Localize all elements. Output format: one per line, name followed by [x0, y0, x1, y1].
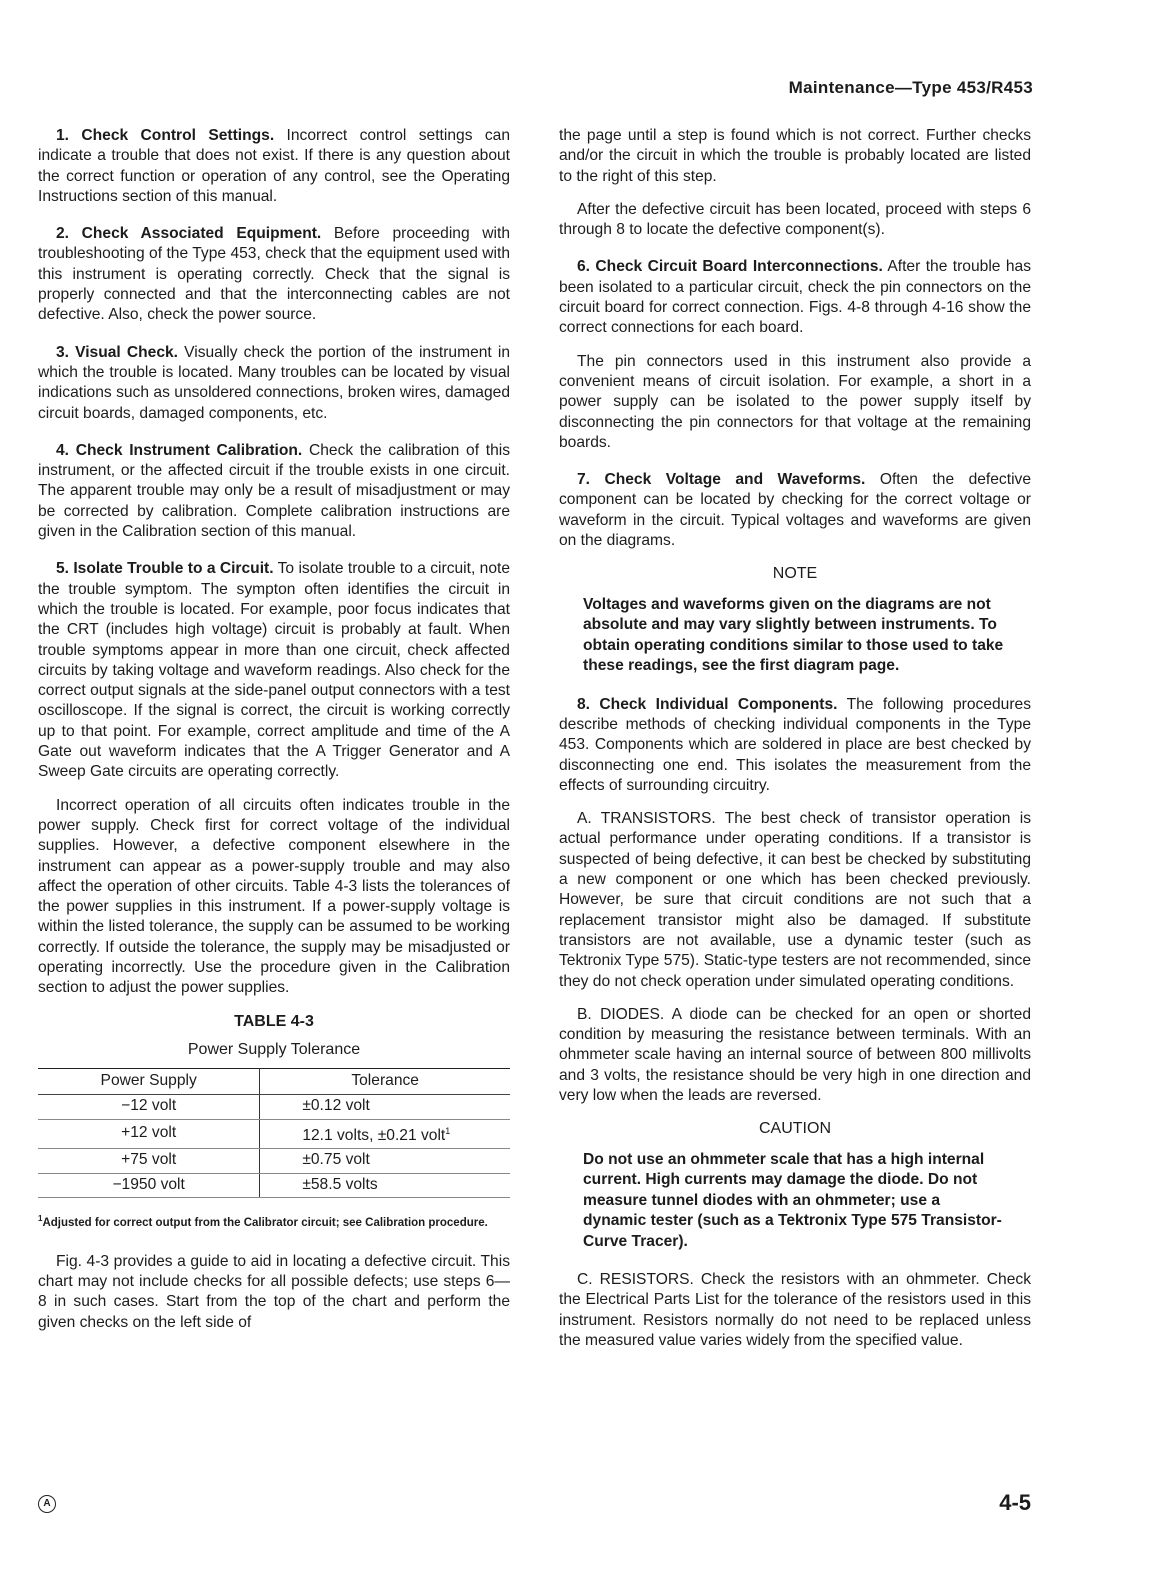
- note-body: Voltages and waveforms given on the diagrams are not absolute and may vary slightly between instruments. To obtain operating conditions similar to those used to take these readings, see the first diagram page.: [583, 595, 1004, 675]
- step-8-text: The following procedures describe methods of checking individual components in the Type 453. Components which are soldered in place are best checked by disconnecting one end. This isolates the measurement from the effects of surrounding circuitry.: [559, 695, 1031, 794]
- supply-cell: −1950 volt: [38, 1173, 260, 1197]
- step-4-text: Check the calibration of this instrument, or the affected circuit if the trouble exists in one circuit. The apparent trouble may only be a result of misadjustment or may be corrected by calibration. Complete calibration instructions are given in the Calibration section of this manual.: [38, 441, 511, 541]
- step-6-heading: 6. Check Circuit Board Interconnections.: [577, 258, 883, 276]
- supply-cell: +12 volt: [38, 1119, 260, 1148]
- power-supply-paragraph: Incorrect operation of all circuits often indicates trouble in the power supply. Check first for correct voltage of the individual supplies. However, a defective component elsewhere in the instrument can appear as a power-supply trouble and may also affect the operation of other circuits. Table 4-3 lists the tolerances of the power supplies in this instrument. If a power-supply voltage is within the listed tolerance, the supply can be assumed to be working correctly. If outside the tolerance, the supply may be misadjusted or operating incorrectly. Use the procedure given in the Calibration section to adjust the power supplies.: [38, 796, 510, 997]
- step-7-heading: 7. Check Voltage and Waveforms.: [577, 471, 866, 489]
- tolerance-value: ±0.75 volt: [302, 1151, 370, 1169]
- defective-circuit-paragraph: After the defective circuit has been located, proceed with steps 6 through 8 to locate the defective component(s).: [559, 200, 1031, 239]
- tolerance-value: ±0.12 volt: [302, 1097, 370, 1115]
- step-6-text: After the trouble has been isolated to a particular circuit, check the pin connectors on the circuit board for correct connection. Figs. 4-8 through 4-16 show the correct connections for each board.: [559, 258, 1032, 337]
- step-5-text: To isolate trouble to a circuit, note the trouble symptom. The sympton often identifies the circuit in which the trouble is located. For example, poor focus indicates that the CRT (includes high voltage) circuit is probably at fault. When trouble symptoms appear in more than one circuit, check affected circuits by taking voltage and waveform readings. Also check for the correct output signals at the side-panel output connectors with a test oscilloscope. If the signal is correct, the circuit is working correctly up to that point. For example, correct amplitude and time of the A Gate out waveform indicates that the A Trigger Generator and A Sweep Gate circuits are operating correctly.: [38, 560, 510, 781]
- footnote-text: Adjusted for correct output from the Calibrator circuit; see Calibration procedure.: [42, 1216, 488, 1229]
- running-header: Maintenance—Type 453/R453: [788, 78, 1033, 97]
- fig-guide-paragraph: Fig. 4-3 provides a guide to aid in locating a defective circuit. This chart may not include checks for all possible defects; use steps 6—8 in such cases. Start from the top of the chart and perform the given checks on the left side of: [38, 1252, 510, 1331]
- supply-cell: +75 volt: [38, 1149, 260, 1173]
- footnote-mark: 1: [38, 1213, 43, 1223]
- continued-paragraph: the page until a step is found which is not correct. Further checks and/or the circuit in which the trouble is probably located are listed to the right of this step.: [559, 127, 1031, 185]
- step-3-text: Visually check the portion of the instrument in which the trouble is located. Many troubles can be located by visual indications such as unsoldered connections, broken wires, damaged circuit boards, damaged components, etc.: [38, 343, 510, 422]
- step-7-text: Often the defective component can be located by checking for the correct voltage or waveform in the circuit. Typical voltages and waveforms are given on the diagrams.: [559, 471, 1031, 550]
- step-3-heading: 3. Visual Check.: [56, 343, 179, 361]
- tolerance-cell: [260, 1173, 510, 1197]
- step-2-text: Before proceeding with troubleshooting of the Type 453, check that the equipment used with this instrument is operating correctly. Check that the signal is properly connected and that the interconnecting cables are not defective. Also, check the power source.: [38, 225, 510, 324]
- transistors-paragraph: A. TRANSISTORS. The best check of transistor operation is actual performance under operating conditions. If a transistor is suspected of being defective, it can best be checked by substituting a new component or one which has been checked previously. However, be sure that circuit conditions are not such that a replacement transistor might also be damaged. If substitute transistors are not available, use a dynamic tester (such as Tektronix Type 575). Static-type testers are not recommended, since they do not check operation under simulated operating conditions.: [559, 810, 1031, 990]
- step-1-heading: 1. Check Control Settings.: [56, 127, 275, 144]
- step-8-paragraph: [559, 695, 1031, 796]
- table-header-row: [38, 1069, 510, 1095]
- table-subtitle: Power Supply Tolerance: [187, 1040, 361, 1058]
- table-title: TABLE 4-3: [234, 1012, 314, 1030]
- revision-mark: A: [38, 1495, 56, 1513]
- power-supply-table: [38, 1068, 510, 1198]
- footnote-marker: 1: [445, 1125, 451, 1136]
- step-4-heading: 4. Check Instrument Calibration.: [56, 441, 303, 459]
- caution-title: CAUTION: [759, 1120, 831, 1138]
- step-2-heading: 2. Check Associated Equipment.: [56, 225, 322, 243]
- step-5-paragraph: [38, 559, 510, 782]
- step-8-heading: 8. Check Individual Components.: [577, 695, 838, 713]
- resistors-paragraph: C. RESISTORS. Check the resistors with an ohmmeter. Check the Electrical Parts List for the tolerance of the resistors used in this instrument. Resistors normally do not need to be replaced unless the measured value varies widely from the specified value.: [559, 1271, 1031, 1349]
- step-4-paragraph: [38, 441, 510, 542]
- step-1-text: Incorrect control settings can indicate a trouble that does not exist. If there is any question about the correct function or operation of any control, see the Operating Instructions section of this manual.: [38, 127, 510, 205]
- step-5-heading: 5. Isolate Trouble to a Circuit.: [56, 560, 274, 578]
- tolerance-cell: [260, 1095, 510, 1119]
- tolerance-value: ±58.5 volts: [302, 1175, 378, 1193]
- supply-cell: −12 volt: [38, 1095, 260, 1119]
- note-title: NOTE: [772, 565, 818, 583]
- table-row: [38, 1173, 510, 1197]
- left-column: [38, 126, 510, 1346]
- step-1-paragraph: [38, 126, 510, 207]
- step-3-paragraph: [38, 343, 510, 424]
- tolerance-cell: [260, 1149, 510, 1173]
- table-row: [38, 1149, 510, 1173]
- column-header-tolerance: Tolerance: [260, 1069, 510, 1095]
- tolerance-value: 12.1 volts, ±0.21 volt: [302, 1126, 446, 1144]
- column-header-supply: Power Supply: [38, 1069, 260, 1095]
- table-row: [38, 1095, 510, 1119]
- page-number: 4-5: [999, 1490, 1031, 1515]
- pin-connectors-paragraph: The pin connectors used in this instrument also provide a convenient means of circuit isolation. For example, a short in a power supply can be isolated to the power supply itself by disconnecting the pin connectors for that voltage at the remaining boards.: [559, 352, 1031, 451]
- caution-body: Do not use an ohmmeter scale that has a high internal current. High currents may damage the diode. Do not measure tunnel diodes with an ohmmeter; use a dynamic tester (such as a Tektronix Type 575 Transistor-Curve Tracer).: [583, 1150, 1002, 1250]
- step-2-paragraph: [38, 224, 510, 325]
- diodes-paragraph: B. DIODES. A diode can be checked for an open or shorted condition by measuring the resistance between terminals. With an ohmmeter scale having an internal source of between 800 millivolts and 3 volts, the resistance should be very high in one direction and very low when the leads are reversed.: [559, 1005, 1031, 1104]
- step-7-paragraph: [559, 470, 1031, 551]
- table-footnote: [38, 1210, 510, 1232]
- tolerance-cell: [260, 1119, 510, 1148]
- table-row: [38, 1119, 510, 1148]
- step-6-paragraph: [559, 257, 1031, 338]
- right-column: [559, 126, 1031, 1364]
